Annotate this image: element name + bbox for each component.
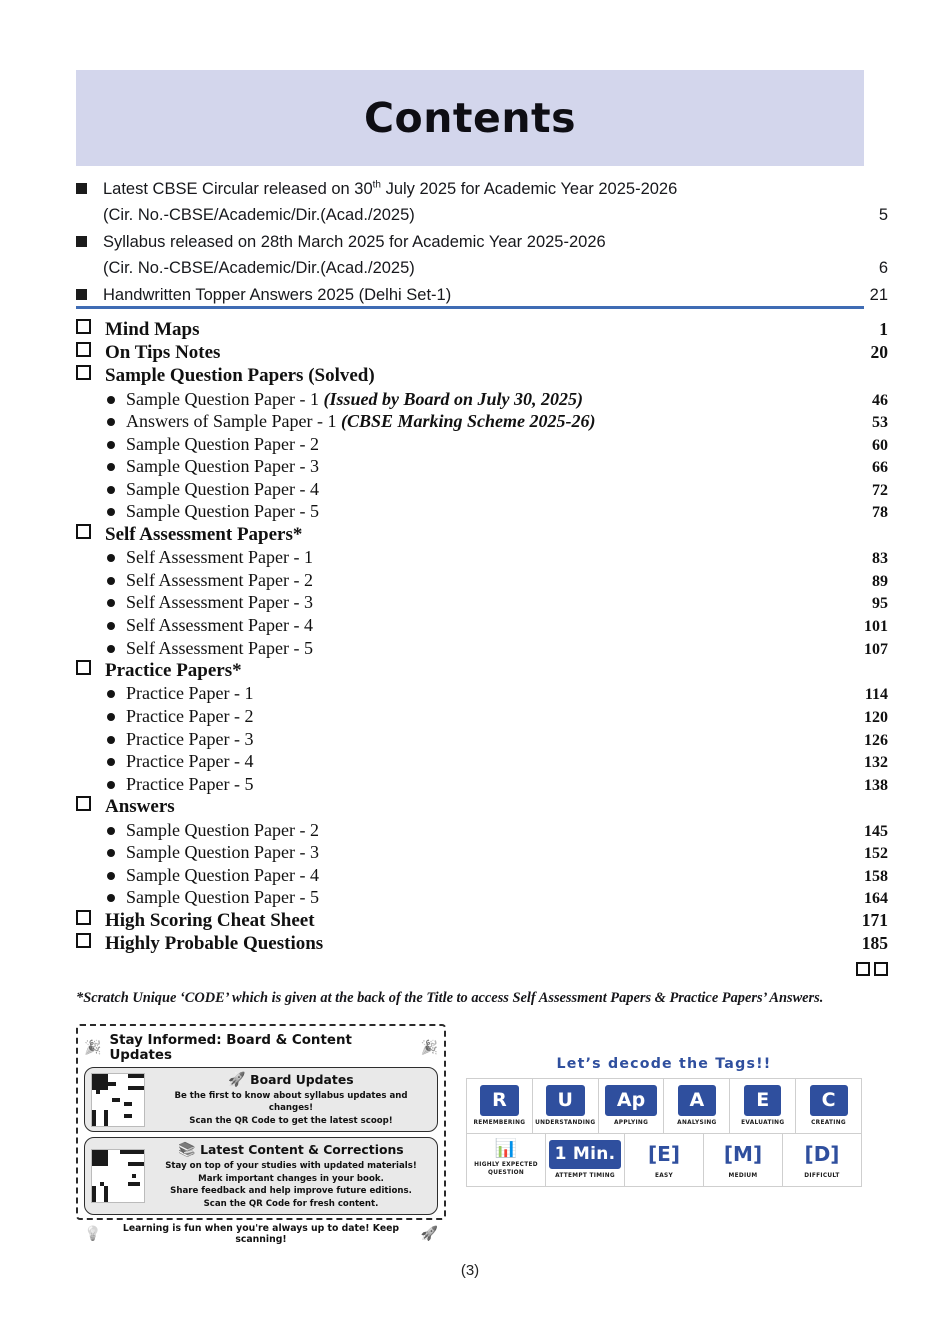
tags-legend-title: Let’s decode the Tags!! [556,1056,772,1072]
qr-card-line: Share feedback and help improve future editions. [170,1186,412,1197]
tag-caption: REMEMBERING [473,1120,526,1126]
bullet-dot-icon [107,849,115,857]
qr-card-title: 📚 Latest Content & Corrections [178,1142,404,1159]
tag-legend-cell [533,1079,599,1133]
tag-legend-cell [704,1134,783,1186]
checkbox-square-icon [76,660,91,675]
tag-badge: A [678,1085,717,1116]
toc-row-page: 158 [864,867,888,885]
circular-list-item-label: Latest CBSE Circular released on 30th July 2025 for Academic Year 2025-2026 (Cir. No.-CBSE/Academic/Dir.(Acad./2025) [103,176,848,228]
toc-row-title: Self Assessment Paper - 4 [126,615,313,636]
bullet-dot-icon [107,396,115,404]
tag-legend-cell [730,1079,796,1133]
toc-subitem-row[interactable] [76,728,888,751]
section-divider-top [76,306,864,309]
bullet-dot-icon [107,713,115,721]
qr-card [84,1067,438,1132]
checkbox-square-icon [76,796,91,811]
toc-row-title: Highly Probable Questions [105,933,324,955]
circular-list-item [76,176,888,228]
toc-section-row[interactable] [76,341,888,364]
qr-panel-heading [84,1031,438,1067]
toc-subitem-row[interactable] [76,682,888,705]
party-popper-icon: 🎉 [84,1040,102,1056]
toc-subitem-row[interactable] [76,750,888,773]
checkbox-square-icon [76,342,91,357]
toc-row-label [76,659,844,682]
tag-legend-cell [625,1134,704,1186]
bullet-dot-icon [107,690,115,698]
toc-row-title: Sample Question Paper - 4 [126,478,319,499]
square-bullet-icon [76,183,87,194]
tag-badge: R [480,1085,519,1116]
tag-badge: [E] [648,1141,680,1166]
checkbox-square-icon [76,910,91,925]
toc-row-title: Sample Question Paper - 5 [126,501,319,522]
tag-badge: [M] [723,1141,763,1166]
toc-row-label [76,932,844,955]
toc-row-title: Self Assessment Paper - 5 [126,637,313,658]
toc-row-label [76,433,844,455]
toc-subitem-row[interactable] [76,773,888,796]
qr-code-image[interactable] [91,1073,145,1127]
bullet-dot-icon [107,599,115,607]
qr-panel-footer [84,1220,438,1245]
toc-row-page: 89 [872,572,888,590]
tag-badge: U [546,1085,585,1116]
toc-subitem-row[interactable] [76,410,888,433]
tag-badge: E [744,1085,781,1116]
page-title-band [76,70,864,166]
toc-subitem-row[interactable] [76,569,888,592]
tag-legend-cell [796,1079,862,1133]
books-icon: 📚 [178,1142,196,1159]
toc-row-label [76,750,844,772]
toc-row-title: Practice Papers* [105,660,242,682]
circular-list-item-label: Syllabus released on 28th March 2025 for Academic Year 2025-2026 (Cir. No.-CBSE/Academic/Dir.(Acad./2025) [103,229,848,281]
toc-row-title: Answers [105,796,175,818]
end-of-list-mark [76,962,888,981]
toc-row-page: 145 [864,822,888,840]
toc-row-title: On Tips Notes [105,342,221,364]
tag-badge: Ap [605,1085,657,1116]
tag-caption: MEDIUM [728,1172,758,1179]
toc-row-title: Self Assessment Paper - 1 [126,547,313,568]
bullet-dot-icon [107,418,115,426]
toc-row-label [76,318,844,341]
toc-row-page: 53 [872,414,888,432]
tag-badge: 1 Min. [549,1140,622,1169]
toc-row-page: 78 [872,504,888,522]
toc-row-page: 60 [872,436,888,454]
toc-section-row[interactable] [76,932,888,955]
toc-row-title: Sample Question Paper - 1 [126,388,324,409]
toc-row-page: 83 [872,550,888,568]
tag-legend-cell [467,1079,533,1133]
toc-row-label [76,364,844,387]
tag-badge: C [810,1085,848,1116]
toc-row-page: 107 [864,640,888,658]
toc-row-title: Mind Maps [105,319,200,340]
footnote: *Scratch Unique ‘CODE’ which is given at the back of the Title to access Self Assessment Papers & Practice Papers’ Answers. [76,990,824,1006]
tag-legend-cell [783,1134,862,1186]
qr-card-line: Scan the QR Code to get the latest scoop! [189,1115,393,1126]
qr-card-line: Stay on top of your studies with updated materials! [165,1161,417,1172]
toc-subitem-row[interactable] [76,388,888,411]
tag-caption: HIGHLY EXPECTED QUESTION [474,1161,538,1176]
toc-row-title: Self Assessment Paper - 2 [126,569,313,590]
toc-row-page: 126 [864,731,888,749]
toc-row-page: 185 [861,933,888,954]
tags-row-bloom [466,1078,862,1134]
lightbulb-icon: 💡 [84,1226,102,1243]
circular-list-item [76,282,888,308]
bullet-dot-icon [107,872,115,880]
tag-caption: APPLYING [614,1120,649,1126]
tag-caption: EVALUATING [741,1120,785,1126]
toc-subitem-row[interactable] [76,841,888,864]
toc-section-row[interactable] [76,364,888,387]
toc-section-row[interactable] [76,795,888,818]
checkbox-square-icon [76,319,91,334]
tag-caption: UNDERSTANDING [535,1120,596,1126]
bullet-dot-icon [107,645,115,653]
bullet-dot-icon [107,736,115,744]
square-bullet-icon [76,289,87,300]
toc-row-label [76,886,844,908]
toc-row-label [76,773,844,795]
toc-subitem-row[interactable] [76,614,888,637]
toc-row-title: Self Assessment Paper - 3 [126,592,313,613]
tag-caption: ATTEMPT TIMING [555,1172,615,1179]
square-bullet-icon [76,236,87,247]
toc-row-page: 66 [872,459,888,477]
qr-panel-heading-text: Stay Informed: Board & Content Updates [109,1033,352,1063]
tags-row-difficulty [466,1134,862,1187]
bar-chart-icon: 📊 [494,1137,518,1159]
ordinal-suffix: th [372,179,381,191]
toc-row-page: 164 [864,890,888,908]
end-square-icon [856,962,870,976]
page-number: (3) [460,1262,480,1279]
toc-row-label [76,841,844,863]
toc-subitem-row[interactable] [76,546,888,569]
bullet-dot-icon [107,577,115,585]
toc-section-row[interactable] [76,909,888,932]
toc-row-page: 72 [872,481,888,499]
toc-row-page: 95 [872,595,888,613]
toc-row-label [76,614,844,636]
tag-legend-cell [664,1079,730,1133]
toc-row-page: 120 [864,708,888,726]
toc-row-page: 138 [864,776,888,794]
toc-subitem-row[interactable] [76,886,888,909]
circular-list-item [76,229,888,281]
toc-row-title: High Scoring Cheat Sheet [105,909,315,931]
tag-caption: ANALYSING [677,1120,717,1126]
qr-card-list [84,1067,438,1215]
toc-row-page: 46 [872,391,888,409]
bullet-dot-icon [107,622,115,630]
toc-row-page: 101 [864,618,888,636]
circular-list-item-subline: (Cir. No.-CBSE/Academic/Dir.(Acad./2025) [103,206,415,225]
checkbox-square-icon [76,365,91,380]
toc-row-title: Practice Paper - 5 [126,773,254,794]
checkbox-square-icon [76,524,91,539]
toc-row-label [76,341,844,364]
toc-row-label [76,864,844,886]
toc-row-title: Self Assessment Papers* [105,524,303,546]
toc-row-page: 1 [879,319,888,339]
tag-caption: EASY [654,1172,674,1179]
toc-row-title: Answers of Sample Paper - 1 [126,411,341,432]
toc-row-title: Sample Question Paper - 3 [126,456,319,477]
bullet-dot-icon [107,508,115,516]
toc-row-label [76,500,844,522]
qr-card [84,1137,438,1215]
toc-row-label [76,410,844,432]
qr-promo-panel [76,1024,446,1246]
qr-card-body [151,1072,431,1127]
qr-card-line: Mark important changes in your book. [198,1173,384,1184]
circular-list-item-page: 21 [869,286,888,305]
toc-subitem-row[interactable] [76,433,888,456]
qr-card-title: 🚀 Board Updates [228,1072,354,1088]
toc-row-title: Practice Paper - 4 [126,751,254,772]
table-of-contents [76,318,888,955]
qr-card-body [151,1142,431,1210]
toc-section-row[interactable] [76,659,888,682]
party-popper-icon: 🎉 [420,1040,438,1056]
toc-row-label [76,819,844,841]
toc-row-title: Practice Paper - 3 [126,728,254,749]
toc-section-row[interactable] [76,523,888,546]
toc-subitem-row[interactable] [76,637,888,660]
rocket-icon: 🚀 [420,1226,438,1243]
qr-code-image[interactable] [91,1149,145,1203]
toc-row-label [76,705,844,727]
toc-row-page: 171 [861,909,888,930]
bullet-dot-icon [107,486,115,494]
tag-caption: CREATING [811,1120,846,1126]
toc-subitem-row[interactable] [76,455,888,478]
toc-row-label [76,569,844,591]
toc-row-label [76,728,844,750]
toc-row-label [76,523,844,546]
checkbox-square-icon [76,933,91,948]
toc-row-label [76,795,844,818]
toc-row-label [76,682,844,704]
page-title: Contents [363,94,577,142]
tag-caption: DIFFICULT [804,1172,840,1179]
bullet-dot-icon [107,894,115,902]
toc-row-note: (CBSE Marking Scheme 2025-26) [340,411,596,432]
toc-row-label [76,546,844,568]
rocket-icon: 🚀 [228,1072,246,1088]
toc-row-page: 152 [864,845,888,863]
toc-row-page: 20 [870,342,888,363]
qr-card-line: Be the first to know about syllabus updates and changes! [174,1091,408,1114]
toc-row-page: 132 [864,754,888,772]
toc-row-note: (Issued by Board on July 30, 2025) [323,388,583,409]
circular-list [76,176,888,309]
bullet-dot-icon [107,758,115,766]
tag-legend-cell [467,1134,546,1186]
toc-row-label [76,455,844,477]
toc-row-label [76,478,844,500]
toc-row-label [76,388,844,410]
tag-legend-cell [599,1079,665,1133]
tag-badge: [D] [804,1141,840,1166]
toc-row-label [76,591,844,613]
qr-card-line: Scan the QR Code for fresh content. [203,1198,379,1209]
bullet-dot-icon [107,441,115,449]
toc-row-title: Practice Paper - 2 [126,705,254,726]
bullet-dot-icon [107,781,115,789]
toc-row-title: Sample Question Paper - 2 [126,433,319,454]
toc-subitem-row[interactable] [76,864,888,887]
circular-list-item-subline: (Cir. No.-CBSE/Academic/Dir.(Acad./2025) [103,259,415,278]
circular-list-item-page: 6 [878,259,888,278]
toc-row-label [76,637,844,659]
tag-legend-cell [546,1134,625,1186]
bullet-dot-icon [107,463,115,471]
toc-subitem-row[interactable] [76,819,888,842]
bullet-dot-icon [107,554,115,562]
toc-section-row[interactable] [76,318,888,341]
toc-row-title: Practice Paper - 1 [126,683,254,704]
tags-legend [466,1056,862,1187]
toc-subitem-row[interactable] [76,705,888,728]
circular-list-item-page: 5 [878,206,888,225]
toc-row-page: 114 [864,686,888,704]
toc-subitem-row[interactable] [76,500,888,523]
toc-subitem-row[interactable] [76,478,888,501]
end-square-icon [874,962,888,976]
toc-row-title: Sample Question Paper - 3 [126,842,319,863]
toc-row-title: Sample Question Papers (Solved) [105,365,375,387]
toc-row-label [76,909,844,932]
toc-row-title: Sample Question Paper - 5 [126,887,319,908]
bullet-dot-icon [107,827,115,835]
toc-row-title: Sample Question Paper - 4 [126,864,319,885]
toc-subitem-row[interactable] [76,591,888,614]
toc-row-title: Sample Question Paper - 2 [126,819,319,840]
circular-list-item-label: Handwritten Topper Answers 2025 (Delhi Set-1) [103,286,452,305]
qr-panel-footer-text: Learning is fun when you're always up to date! Keep scanning! [122,1223,400,1246]
